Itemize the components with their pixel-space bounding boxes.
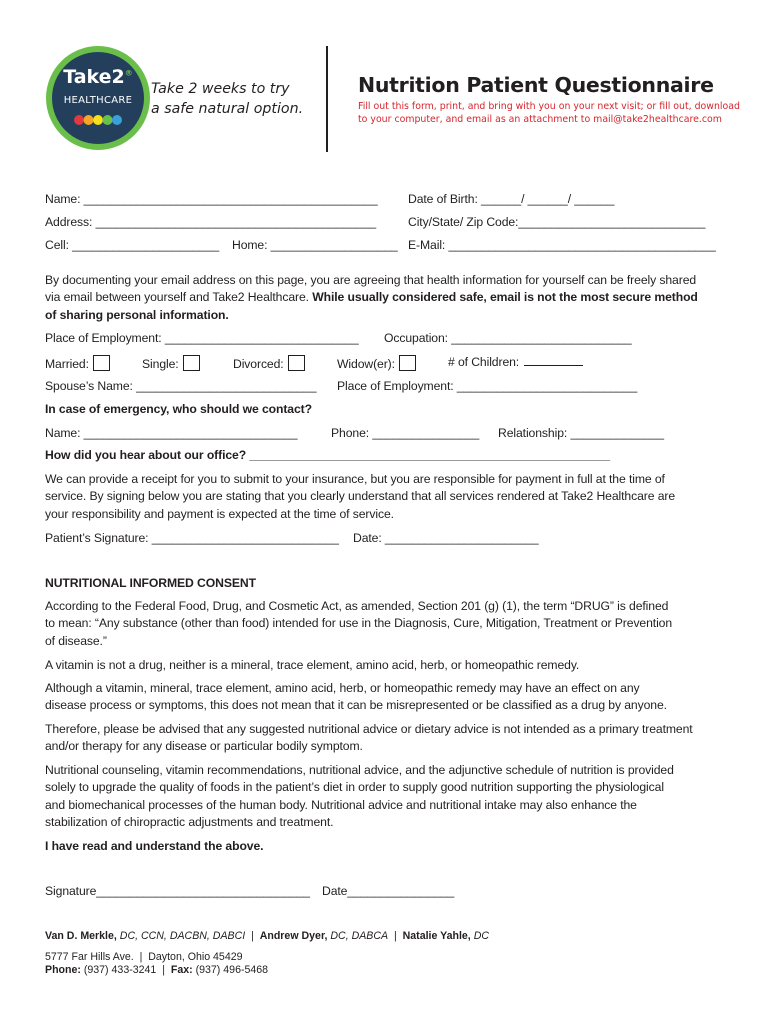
occupation-field[interactable]: Occupation: ___________________________ [384, 331, 632, 345]
take2-logo: Take2® HEALTHCARE [46, 46, 150, 150]
consent-paragraph-4: Therefore, please be advised that any suggested nutritional advice or dietary advice is not intended as a primary treatment and/or therapy for any disease or particular bodily symptom. [45, 722, 693, 754]
divorced-checkbox[interactable]: Divorced: [233, 355, 305, 371]
address-field[interactable]: Address: __________________________________________ [45, 215, 377, 229]
footer-doctors: Van D. Merkle, DC, CCN, DACBN, DABCI | Andrew Dyer, DC, DABCA | Natalie Yahle, DC [45, 930, 490, 942]
page-title: Nutrition Patient Questionnaire [358, 73, 714, 97]
consent-paragraph-2: A vitamin is not a drug, neither is a mineral, trace element, amino acid, herb, or homeopathic remedy. [45, 658, 580, 672]
single-checkbox[interactable]: Single: [142, 355, 200, 371]
patient-signature-field[interactable]: Patient’s Signature: ____________________________ [45, 531, 339, 545]
referral-field[interactable]: How did you hear about our office? ______________________________________________________ [45, 448, 610, 462]
spouse-employment-field[interactable]: Place of Employment: ___________________________ [337, 379, 638, 393]
footer-address: 5777 Far Hills Ave. | Dayton, Ohio 45429 [45, 951, 243, 963]
tagline-line1: Take 2 weeks to try [151, 81, 290, 97]
cell-field[interactable]: Cell: ______________________ [45, 238, 220, 252]
patient-date-field[interactable]: Date: _______________________ [353, 531, 539, 545]
acknowledge-statement: I have read and understand the above. [45, 839, 264, 853]
logo-sub: HEALTHCARE [63, 95, 133, 106]
emergency-heading: In case of emergency, who should we contact? [45, 402, 312, 416]
privacy-notice: By documenting your email address on this page, you are agreeing that health information for yourself can be freely shared via email between yourself and Take2 Healthcare. While usually considered safe, email is not the most secure method of sharing personal information. [45, 273, 698, 322]
emergency-relationship-field[interactable]: Relationship: ______________ [498, 426, 664, 440]
consent-paragraph-1: According to the Federal Food, Drug, and Cosmetic Act, as amended, Section 201 (g) (1), the term “DRUG” is defined to mean: “Any substance (other than food) intended for use in the Diagnosis, Cure, Mitigation, Treatment or Prevention of disease.” [45, 599, 673, 648]
employment-place-field[interactable]: Place of Employment: _____________________________ [45, 331, 359, 345]
consent-signature-field[interactable]: Signature________________________________ [45, 884, 310, 898]
spouse-name-field[interactable]: Spouse’s Name: ___________________________ [45, 379, 317, 393]
city-state-zip-field[interactable]: City/State/ Zip Code:____________________________ [408, 215, 706, 229]
consent-date-field[interactable]: Date________________ [322, 884, 455, 898]
header-divider [326, 46, 328, 152]
consent-paragraph-3: Although a vitamin, mineral, trace element, amino acid, herb, or homeopathic remedy may have an effect on any disease process or symptoms, this does not mean that it can be misrepresented or be classified as a drug by anyone. [45, 681, 667, 713]
footer-phone-fax: Phone: (937) 433-3241 | Fax: (937) 496-5468 [45, 964, 269, 976]
widow-checkbox[interactable]: Widow(er): [337, 355, 416, 371]
tagline-line2: a safe natural option. [151, 101, 304, 117]
consent-paragraph-5: Nutritional counseling, vitamin recommendations, nutritional advice, and the adjunctive schedule of nutrition is provided solely to upgrade the quality of foods in the patient’s diet in order to supply good nutrition supporting the physiological and biomechanical processes of the human body. Nutritional advice and nutritional intake may also enhance the stabilization of chiropractic adjustments and treatment. [45, 763, 674, 830]
children-field[interactable]: # of Children: [448, 355, 583, 369]
logo-brand: Take2 [63, 66, 125, 88]
logo-dots [73, 114, 123, 126]
consent-heading: NUTRITIONAL INFORMED CONSENT [45, 576, 256, 590]
name-field[interactable]: Name: ____________________________________________ [45, 192, 378, 206]
instructions-line2: to your computer, and email as an attachment to mail@take2healthcare.com [358, 113, 722, 125]
emergency-phone-field[interactable]: Phone: ________________ [331, 426, 480, 440]
home-field[interactable]: Home: ___________________ [232, 238, 398, 252]
payment-notice: We can provide a receipt for you to submit to your insurance, but you are responsible for payment in full at the time of service. By signing below you are stating that you clearly understand that all services rendered at Take2 Healthcare are your responsibility and payment is expected at the time of service. [45, 472, 676, 521]
emergency-name-field[interactable]: Name: ________________________________ [45, 426, 298, 440]
email-field[interactable]: E-Mail: ________________________________________ [408, 238, 716, 252]
married-checkbox[interactable]: Married: [45, 355, 110, 371]
instructions-line1: Fill out this form, print, and bring with you on your next visit; or fill out, download [358, 101, 740, 112]
dob-field[interactable]: Date of Birth: ______/ ______/ ______ [408, 192, 615, 206]
